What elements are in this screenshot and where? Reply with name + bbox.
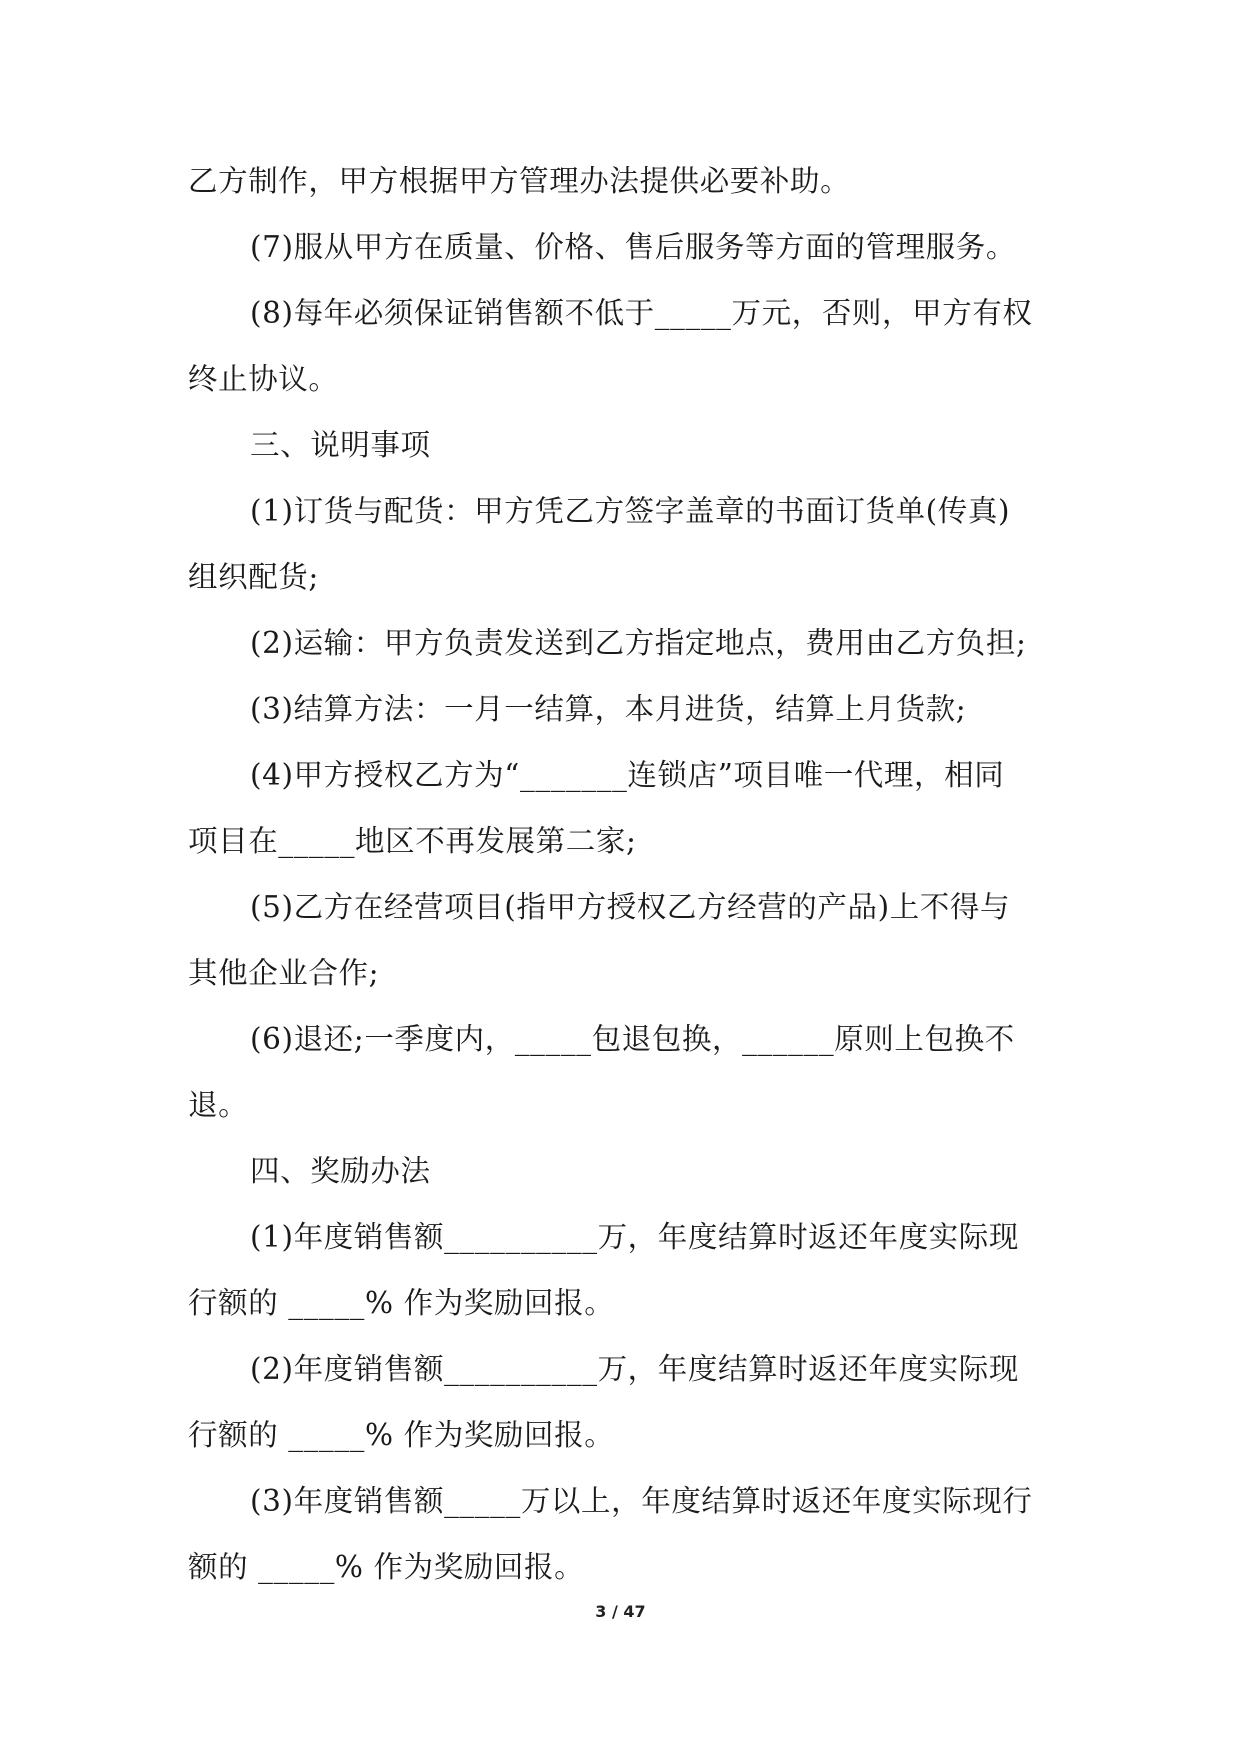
text-line: (6)退还;一季度内，_____包退包换，______原则上包换不 [250, 1022, 1015, 1056]
section-heading: 三、说明事项 [250, 428, 431, 462]
text-line: (1)年度销售额__________万，年度结算时返还年度实际现 [250, 1220, 1019, 1254]
section-heading: 四、奖励办法 [250, 1154, 431, 1188]
text-line: (3)结算方法：一月一结算，本月进货，结算上月货款; [250, 692, 967, 726]
text-line: 额的 _____% 作为奖励回报。 [188, 1550, 585, 1584]
text-line: (2)年度销售额__________万，年度结算时返还年度实际现 [250, 1352, 1019, 1386]
page-number: 3 / 47 [595, 1602, 646, 1621]
text-line: (3)年度销售额_____万以上，年度结算时返还年度实际现行 [250, 1484, 1033, 1518]
text-line: (5)乙方在经营项目(指甲方授权乙方经营的产品)上不得与 [250, 890, 1011, 924]
text-line: (4)甲方授权乙方为“_______连锁店”项目唯一代理，相同 [250, 758, 1005, 792]
text-line: (8)每年必须保证销售额不低于_____万元，否则，甲方有权 [250, 296, 1033, 330]
text-line: 项目在_____地区不再发展第二家; [188, 824, 637, 858]
text-line: 行额的 _____% 作为奖励回报。 [188, 1286, 615, 1320]
text-line: 终止协议。 [188, 362, 339, 396]
text-line: 乙方制作，甲方根据甲方管理办法提供必要补助。 [188, 164, 851, 198]
text-line: (2)运输：甲方负责发送到乙方指定地点，费用由乙方负担; [250, 626, 1027, 660]
text-line: 组织配货; [188, 560, 319, 594]
text-line: (7)服从甲方在质量、价格、售后服务等方面的管理服务。 [250, 230, 1016, 264]
text-line: 退。 [188, 1088, 249, 1122]
text-line: 其他企业合作; [188, 956, 380, 990]
text-line: 行额的 _____% 作为奖励回报。 [188, 1418, 615, 1452]
text-line: (1)订货与配货：甲方凭乙方签字盖章的书面订货单(传真) [250, 494, 1011, 528]
